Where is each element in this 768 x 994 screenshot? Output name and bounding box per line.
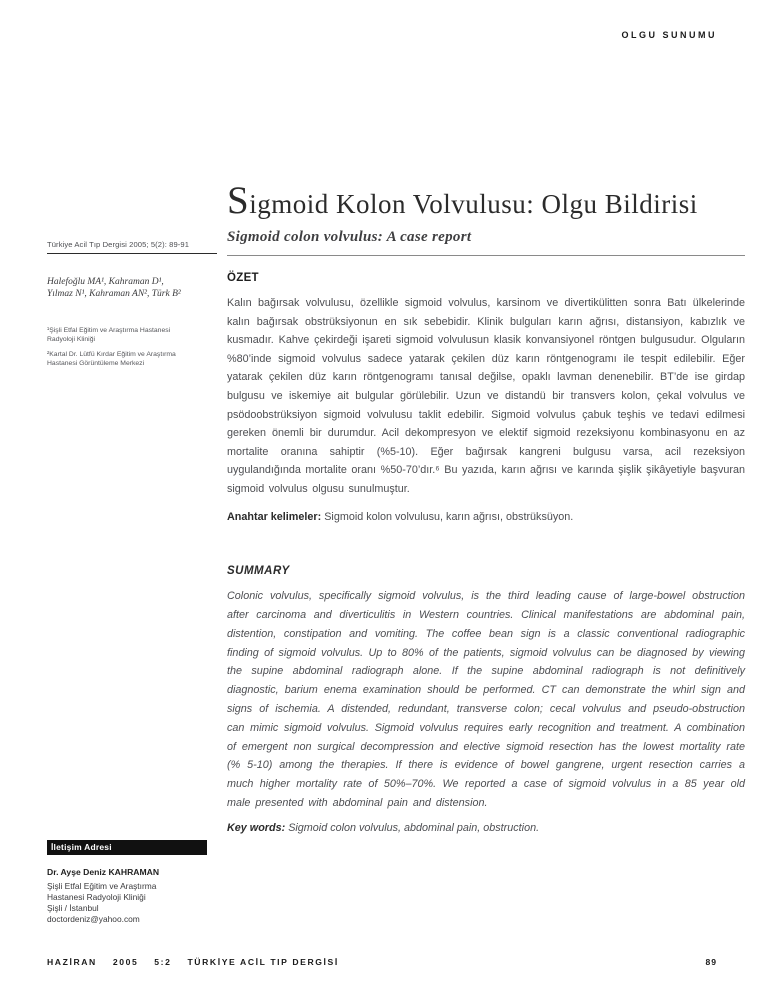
summary-body: Colonic volvulus, specifically sigmoid volvulus, is the third leading cause of large-bowel obstruction after carcinoma and diverticulitis in Western countries. Clinical manifestations are abdominal pain, distention, constipation and vomiting. The coffee bean sign is a classic conventional radiographic finding of sigmoid volvulus. Up to 80% of the patients, sigmoid volvulus can be diagnosed by viewing the supine abdominal radiograph alone. If the supine abdominal radiograph is not definitively diagnostic, barium enema examination should be performed. CT can demonstrate the whirl sign and signs of ischemia. A distended, redundant, transverse colon; cecal volvulus and pseudo-obstruction can mimic sigmoid volvulus. Sigmoid volvulus requires early recognition and treatment. A combination of emergent non surgical decompression and elective sigmoid resection has the lowest mortality rate (% 5-10) among the therapies. If there is evidence of bowel gangrene, urgent resection carries a much higher mortality rate of 50%–70%. We reported a case of sigmoid volvulus in a 85 year old male presented with abdominal pain and distension. xyxy=(227,590,745,809)
contact-block xyxy=(47,840,217,925)
affiliation-2 xyxy=(47,350,217,368)
abstract-keywords-line xyxy=(227,508,745,527)
abstract-keywords: Sigmoid kolon volvulusu, karın ağrısı, obstrüksüyon. xyxy=(321,510,574,523)
affiliation-1-line-1: ¹Şişli Etfal Eğitim ve Araştırma Hastanesi xyxy=(47,327,171,334)
sidebar xyxy=(47,240,217,374)
authors-line-2: Yılmaz N¹, Kahraman AN², Türk B² xyxy=(47,289,181,299)
abstract-heading: ÖZET xyxy=(227,272,259,284)
summary-section xyxy=(227,565,745,834)
footer-page-number: 89 xyxy=(705,957,717,967)
title-divider xyxy=(227,255,745,256)
contact-address xyxy=(47,881,217,925)
journal-citation: Türkiye Acil Tıp Dergisi 2005; 5(2): 89-91 xyxy=(47,240,217,254)
summary-keywords-line xyxy=(227,822,745,834)
affiliation-1 xyxy=(47,326,217,344)
contact-name: Dr. Ayşe Deniz KAHRAMAN xyxy=(47,867,160,877)
contact-address-line-2: Hastanesi Radyoloji Kliniği xyxy=(47,892,146,902)
title-drop-cap: S xyxy=(227,179,250,222)
summary-keywords: Sigmoid colon volvulus, abdominal pain, obstruction. xyxy=(285,821,540,834)
contact-email: doctordeniz@yahoo.com xyxy=(47,914,140,924)
main-column xyxy=(227,272,745,834)
abstract-keywords-label: Anahtar kelimeler: xyxy=(227,510,322,523)
article-title xyxy=(227,178,745,223)
title-block xyxy=(227,178,745,264)
contact-header: İletişim Adresi xyxy=(47,840,207,855)
affiliation-2-line-2: Hastanesi Görüntüleme Merkezi xyxy=(47,360,145,367)
page-footer xyxy=(47,957,717,967)
affiliations xyxy=(47,326,217,368)
contact-address-line-1: Şişli Etfal Eğitim ve Araştırma xyxy=(47,881,157,891)
title-text: igmoid Kolon Volvulusu: Olgu Bildirisi xyxy=(249,189,698,219)
affiliation-2-line-1: ²Kartal Dr. Lütfü Kırdar Eğitim ve Araştırma xyxy=(47,351,176,358)
authors-line-1: Halefoğlu MA¹, Kahraman D¹, xyxy=(47,277,164,287)
contact-address-line-3: Şişli / İstanbul xyxy=(47,903,99,913)
affiliation-1-line-2: Radyoloji Kliniği xyxy=(47,336,95,343)
article-subtitle: Sigmoid colon volvulus: A case report xyxy=(227,229,472,245)
abstract-body: Kalın bağırsak volvulusu, özellikle sigmoid volvulus, karsinom ve divertikülitten sonra Batı ülkelerinde kalın bağırsak obstrüksiyonun en sık sebebidir. Klinik bulguları karın ağrısı, distansiyon, kabızlık ve kusmadır. Kahve çekirdeği işareti sigmoid volvulusun klasik konvansiyonel röntgen bulgusudur. Olguların %80’inde sigmoid volvulus sadece yatarak çekilen düz karın röntgenogramı ile tespit edilebilir. Eğer yatarak çekilen düz karın röntgenogramı tanısal değilse, opaklı lavman denenebilir. BT’de ise girdap bulgusu ve iskemiye ait bulgular görülebilir. Uzun ve distandü bir transvers kolon, çekal volvulus ve psödoobstrüksiyon sigmoid volvulusu taklit edebilir. Sigmoid volvulus çabuk teşhis ve tedavi edilmesi gereken önemli bir durumdur. Acil dekompresyon ve elektif sigmoid rezeksiyonu kombinasyonu en az mortalite oranına sahiptir (%5-10). Eğer bağırsak kangreni bulgusu varsa, acil rezeksiyon uygulandığında mortalite oranı %50-70’dır.⁶ Bu yazıda, karın ağrısı ve karında şişlik şikâyetiyle başvuran sigmoid volvulus olgusu sunulmuştur. xyxy=(227,297,745,495)
summary-keywords-label: Key words: xyxy=(227,821,286,834)
abstract-section xyxy=(227,272,745,526)
summary-heading: SUMMARY xyxy=(227,565,290,578)
footer-issue-info: HAZİRAN 2005 5:2 TÜRKİYE ACİL TIP DERGİSİ xyxy=(47,957,339,967)
authors xyxy=(47,276,217,300)
section-label: OLGU SUNUMU xyxy=(621,30,717,40)
